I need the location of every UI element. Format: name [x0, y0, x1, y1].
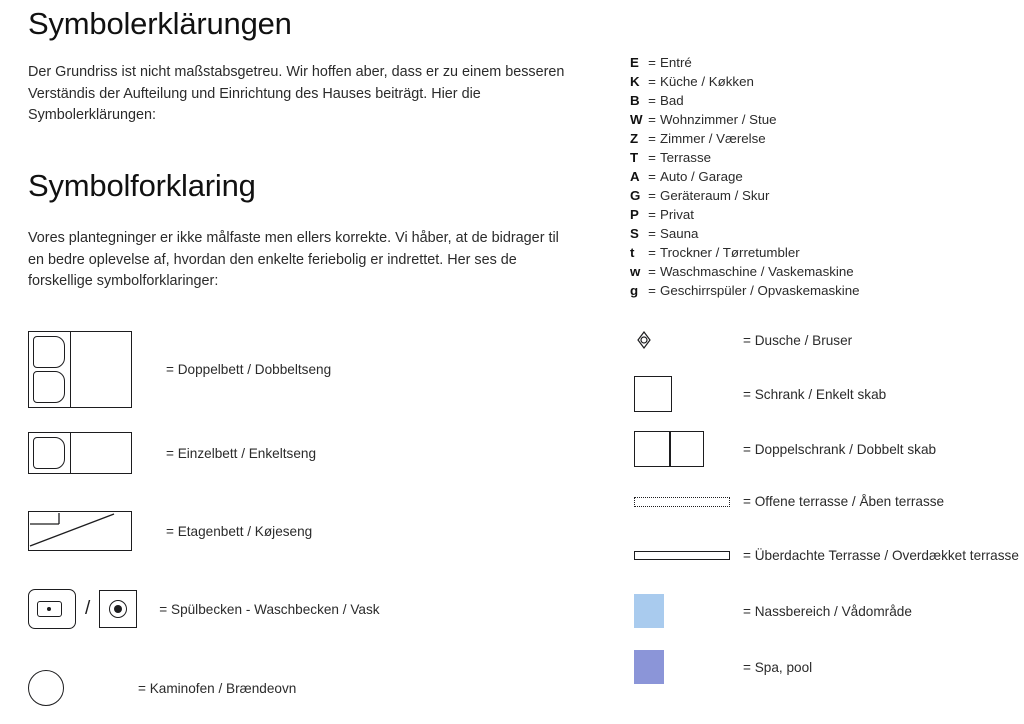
abbr-row	[630, 283, 1010, 302]
legend-row-stove	[28, 670, 296, 706]
abbr-value: Geräteraum / Skur	[660, 188, 770, 203]
left-column	[28, 0, 608, 696]
abbr-key: A	[630, 169, 640, 184]
abbr-row	[630, 264, 1010, 283]
abbr-value: Entré	[660, 55, 692, 70]
abbreviation-list	[630, 55, 1010, 302]
single-bed-icon	[28, 432, 132, 474]
abbr-value: Geschirrspüler / Opvaskemaskine	[660, 283, 860, 298]
abbr-key: W	[630, 112, 643, 127]
abbr-row	[630, 150, 1010, 169]
legend-row-shower	[634, 330, 852, 350]
abbr-equals: =	[648, 131, 656, 146]
abbr-equals: =	[648, 112, 656, 127]
legend-row-sink	[28, 589, 380, 629]
pillow-shape	[33, 371, 65, 403]
sink-icon	[28, 589, 76, 629]
abbr-value: Sauna	[660, 226, 699, 241]
abbr-equals: =	[648, 150, 656, 165]
shower-icon	[634, 330, 654, 350]
abbr-value: Auto / Garage	[660, 169, 743, 184]
abbr-value: Trockner / Tørretumbler	[660, 245, 800, 260]
legend-label-double-cabinet: = Doppelschrank / Dobbelt skab	[743, 441, 937, 457]
abbr-equals: =	[648, 169, 656, 184]
wet-area-swatch	[634, 594, 664, 628]
bed-divider-line	[70, 332, 71, 407]
intro-paragraph-de: Der Grundriss ist nicht maßstabsgetreu. Wir hoffen aber, dass er zu einem besseren Verständis der Aufteilung und Einrichtung des Hauses beiträgt. Hier die Symbolerklärungen:	[28, 64, 565, 123]
legend-row-double-cabinet	[634, 431, 936, 467]
abbr-equals: =	[648, 264, 656, 279]
double-cabinet-icon	[634, 431, 704, 467]
legend-label-cabinet: = Schrank / Enkelt skab	[743, 386, 887, 402]
legend-label-double-bed: = Doppelbett / Dobbeltseng	[166, 362, 332, 377]
abbr-row	[630, 131, 1010, 150]
legend-row-double-bed	[28, 331, 331, 408]
legend-row-single-bed	[28, 432, 316, 474]
double-bed-icon	[28, 331, 132, 408]
abbr-value: Bad	[660, 93, 684, 108]
abbr-row	[630, 55, 1010, 74]
legend-label-single-bed: = Einzelbett / Enkeltseng	[166, 445, 317, 461]
cabinet-divider-line	[669, 432, 671, 466]
abbr-equals: =	[648, 55, 656, 70]
abbr-key: S	[630, 226, 639, 241]
abbr-value: Terrasse	[660, 150, 711, 165]
abbr-value: Privat	[660, 207, 694, 222]
abbr-equals: =	[648, 207, 656, 222]
abbr-key: g	[630, 283, 639, 298]
intro-paragraph-de-wrap	[28, 62, 568, 127]
stove-icon	[28, 670, 64, 706]
abbr-row	[630, 74, 1010, 93]
abbr-row	[630, 245, 1010, 264]
intro-paragraph-dk-wrap	[28, 228, 573, 293]
abbr-key: Z	[630, 131, 639, 146]
page-title-dk: Symbolforklaring	[28, 168, 256, 203]
pillow-shape	[33, 437, 65, 469]
abbr-equals: =	[648, 74, 656, 89]
legend-label-spa-pool: = Spa, pool	[743, 659, 813, 675]
abbr-equals: =	[648, 245, 656, 260]
legend-row-wet-area	[634, 594, 912, 628]
shower-glyph	[634, 330, 654, 350]
abbr-equals: =	[648, 188, 656, 203]
legend-label-shower: = Dusche / Bruser	[743, 332, 853, 348]
abbr-row	[630, 207, 1010, 226]
abbr-row	[630, 93, 1010, 112]
legend-row-open-terrace	[634, 494, 944, 509]
abbr-value: Küche / Køkken	[660, 74, 754, 89]
abbr-row	[630, 188, 1010, 207]
legend-label-bunk-bed: = Etagenbett / Køjeseng	[166, 523, 313, 539]
legend-label-sink: = Spülbecken - Waschbecken / Vask	[159, 601, 380, 617]
abbr-row	[630, 169, 1010, 188]
abbr-key: t	[630, 245, 635, 260]
intro-paragraph-dk: Vores plantegninger er ikke målfaste men ellers korrekte. Vi håber, at de bidrager til en bedre oplevelse af, hvordan den enkelte feriebolig er indrettet. Her ses de forskellige symbolforklaringer:	[28, 230, 559, 289]
abbr-key: B	[630, 93, 640, 108]
legend-label-open-terrace: = Offene terrasse / Åben terrasse	[743, 494, 945, 509]
abbr-value: Wohnzimmer / Stue	[660, 112, 777, 127]
legend-label-stove: = Kaminofen / Brændeovn	[138, 680, 297, 696]
legend-row-covered-terrace	[634, 548, 1019, 563]
cabinet-icon	[634, 376, 672, 412]
abbr-equals: =	[648, 283, 656, 298]
abbr-key: E	[630, 55, 639, 70]
bunk-bed-icon	[28, 511, 132, 551]
abbr-key: P	[630, 207, 639, 222]
bunk-bed-lines	[29, 512, 129, 548]
sink-drain-dot	[47, 607, 51, 611]
page-title-dk-wrap	[28, 168, 256, 204]
abbr-row	[630, 112, 1010, 131]
abbr-equals: =	[648, 226, 656, 241]
open-terrace-icon	[634, 497, 730, 507]
page-title-de: Symbolerklärungen	[28, 6, 292, 41]
legend-row-cabinet	[634, 376, 886, 412]
abbr-equals: =	[648, 93, 656, 108]
abbr-key: G	[630, 188, 641, 203]
washbasin-icon	[99, 590, 137, 628]
legend-row-spa-pool	[634, 650, 812, 684]
legend-label-wet-area: = Nassbereich / Vådområde	[743, 603, 912, 619]
abbr-key: T	[630, 150, 639, 165]
abbr-value: Zimmer / Værelse	[660, 131, 766, 146]
legend-row-bunk-bed	[28, 511, 312, 551]
pillow-shape	[33, 336, 65, 368]
abbr-value: Waschmaschine / Vaskemaskine	[660, 264, 854, 279]
bed-divider-line	[70, 433, 71, 473]
abbr-row	[630, 226, 1010, 245]
legend-label-covered-terrace: = Überdachte Terrasse / Overdækket terrasse	[743, 548, 1019, 563]
covered-terrace-icon	[634, 551, 730, 560]
separator-slash: /	[85, 598, 91, 619]
abbr-key: K	[630, 74, 640, 89]
abbr-key: w	[630, 264, 641, 279]
spa-pool-swatch	[634, 650, 664, 684]
